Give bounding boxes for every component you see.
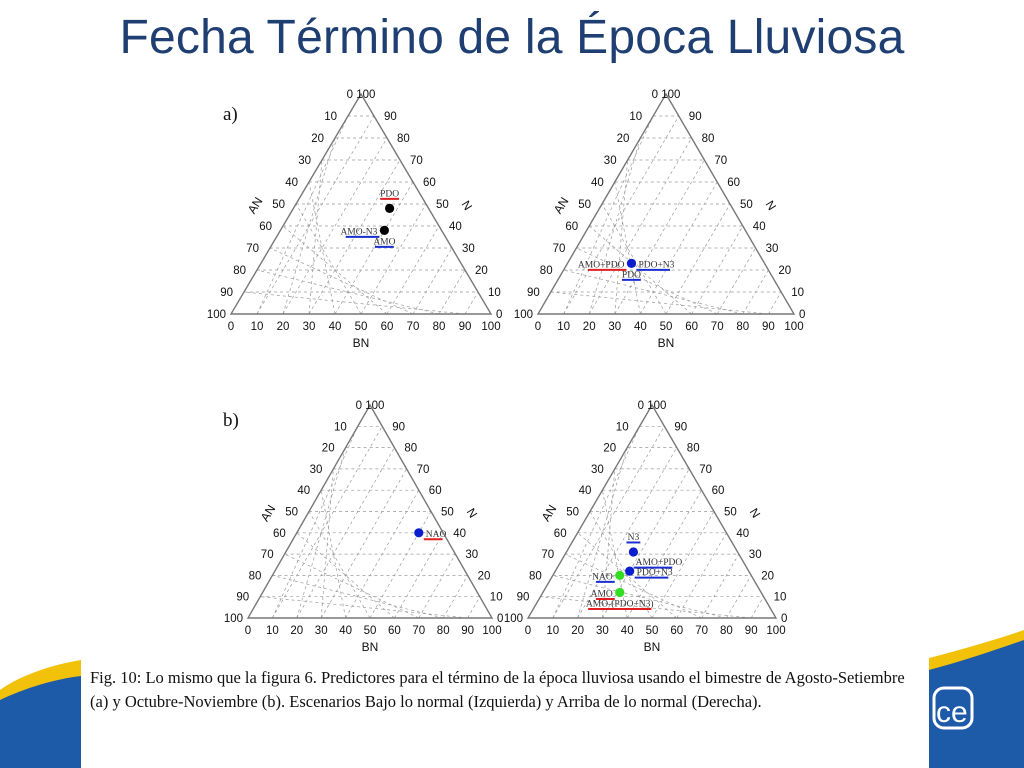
bottom-tick-label: 10: [266, 625, 279, 637]
ternary-grid: [257, 426, 480, 618]
data-point: [385, 204, 394, 213]
grid-line: [270, 248, 413, 314]
left-corner-label: 100: [513, 309, 533, 321]
right-tick-label: 30: [462, 243, 475, 255]
right-tick-label: 20: [477, 570, 491, 583]
point-label: PDO: [380, 189, 400, 200]
right-tick-label: 40: [752, 221, 766, 233]
left-tick-label: 30: [298, 155, 311, 167]
grid-line: [321, 469, 406, 618]
ternary-frame: [231, 94, 491, 314]
right-tick-label: 40: [736, 527, 750, 540]
bottom-tick-label: 90: [762, 321, 775, 333]
top-corner-label: 0 100: [651, 89, 681, 101]
bottom-tick-label: 20: [276, 321, 290, 333]
bottom-tick-label: 20: [571, 625, 584, 637]
data-point: [615, 571, 624, 580]
axis-label-an: AN: [538, 502, 560, 524]
slide-title: Fecha Término de la Época Lluviosa: [119, 11, 905, 64]
axis-label-an: AN: [257, 502, 279, 524]
right-tick-label: 10: [773, 591, 787, 604]
right-tick-label: 10: [489, 591, 503, 604]
ternary-chart-1: [207, 89, 503, 350]
axis-label-bn: BN: [352, 336, 370, 350]
data-point: [625, 567, 634, 576]
left-tick-label: 80: [539, 265, 553, 277]
left-tick-label: 50: [272, 199, 285, 211]
right-tick-label: 60: [727, 177, 740, 189]
left-tick-label: 70: [552, 243, 566, 255]
right-tick-label: 20: [778, 265, 792, 277]
left-tick-label: 20: [321, 442, 335, 455]
left-tick-label: 10: [615, 421, 629, 434]
axis-label-n: N: [746, 505, 764, 521]
point-label: PDO: [621, 270, 641, 281]
grid-line: [465, 292, 478, 314]
bottom-tick-label: 0: [534, 321, 542, 333]
bottom-tick-label: 100: [784, 321, 804, 333]
grid-line: [309, 512, 370, 619]
left-tick-label: 60: [259, 221, 272, 233]
bottom-tick-label: 60: [380, 321, 394, 333]
bottom-tick-label: 20: [290, 625, 304, 637]
right-tick-label: 70: [410, 155, 423, 167]
bottom-tick-label: 90: [744, 625, 758, 637]
left-tick-label: 70: [260, 549, 274, 562]
left-tick-label: 70: [541, 549, 555, 562]
left-tick-label: 60: [565, 221, 579, 233]
bottom-tick-label: 50: [645, 625, 659, 637]
axis-label-n: N: [762, 198, 780, 213]
grid-line: [726, 575, 751, 618]
grid-line: [692, 226, 743, 314]
bottom-tick-label: 90: [461, 625, 474, 637]
right-tick-label: 80: [686, 442, 700, 455]
right-tick-label: 10: [488, 287, 501, 299]
left-tick-label: 70: [246, 243, 259, 255]
grid-line: [260, 597, 467, 618]
right-tick-label: 50: [724, 506, 737, 519]
bottom-tick-label: 20: [582, 321, 596, 333]
data-point: [615, 588, 624, 597]
data-point: [627, 259, 636, 268]
figure-caption: Fig. 10: Lo mismo que la figura 6. Predictores para el término de la época lluviosa usando el bimestre de Agosto-Setiembre (a) y Octubre-Noviembre (b). Escenarios Bajo lo normal (Izquierda) y Arriba de lo normal (Derecha).: [81, 658, 929, 768]
grid-line: [346, 490, 419, 618]
bottom-tick-label: 90: [458, 321, 472, 333]
left-tick-label: 60: [553, 527, 567, 540]
left-tick-label: 20: [616, 133, 630, 145]
left-tick-label: 20: [603, 442, 617, 455]
ternary-grid: [244, 116, 478, 314]
bottom-tick-label: 60: [388, 625, 401, 637]
axis-label-n: N: [458, 198, 476, 213]
grid-line: [564, 270, 743, 314]
grid-line: [677, 533, 727, 618]
right-tick-label: 30: [765, 243, 779, 255]
bottom-tick-label: 40: [328, 321, 342, 333]
bottom-tick-label: 10: [546, 625, 560, 637]
left-corner-label: 100: [503, 613, 523, 625]
left-tick-label: 40: [297, 485, 311, 498]
bottom-tick-label: 50: [354, 321, 368, 333]
left-tick-label: 40: [591, 177, 604, 189]
axis-label-bn: BN: [643, 640, 661, 654]
left-tick-label: 80: [529, 570, 542, 583]
point-label: AMO+PDO: [635, 558, 683, 569]
axis-label-n: N: [463, 505, 481, 521]
ternary-chart-4: [504, 400, 788, 654]
right-tick-label: 80: [397, 133, 410, 145]
bottom-tick-label: 50: [363, 625, 377, 637]
left-tick-label: 50: [578, 199, 591, 211]
grid-line: [564, 116, 679, 314]
bottom-tick-label: 0: [227, 321, 235, 333]
point-label: AMO+PDO: [577, 260, 625, 271]
ternary-chart-2: [514, 89, 806, 350]
right-corner-label: 0: [799, 309, 806, 321]
bottom-tick-label: 40: [339, 625, 352, 637]
left-tick-label: 10: [629, 111, 643, 123]
left-tick-label: 10: [324, 111, 337, 123]
left-tick-label: 80: [248, 570, 262, 583]
top-corner-label: 0 100: [346, 89, 376, 101]
right-tick-label: 20: [761, 570, 774, 583]
ternary-grid: [540, 426, 763, 618]
top-corner-label: 0 100: [355, 400, 385, 412]
bottom-tick-label: 100: [482, 625, 502, 637]
grid-line: [419, 554, 456, 618]
right-tick-label: 90: [384, 111, 397, 123]
right-corner-label: 0: [781, 613, 788, 625]
point-label: PDO+N3: [638, 260, 675, 271]
ternary-chart-3: [223, 400, 503, 654]
left-tick-label: 20: [311, 133, 324, 145]
right-tick-label: 20: [475, 265, 488, 277]
point-label: AMO-N3: [340, 227, 378, 238]
left-tick-label: 30: [309, 463, 323, 476]
grid-line: [666, 204, 730, 314]
bottom-tick-label: 80: [736, 321, 750, 333]
ternary-frame: [538, 94, 794, 314]
grid-line: [615, 160, 705, 314]
right-corner-label: 0: [496, 309, 503, 321]
left-corner-label: 100: [206, 309, 226, 321]
bottom-tick-label: 30: [314, 625, 328, 637]
grid-line: [285, 554, 419, 618]
left-tick-label: 40: [285, 177, 298, 189]
left-tick-label: 50: [285, 506, 298, 519]
grid-line: [551, 292, 769, 314]
right-tick-label: 30: [748, 549, 762, 562]
left-tick-label: 30: [603, 155, 617, 167]
bottom-tick-label: 70: [406, 321, 420, 333]
right-tick-label: 30: [465, 549, 479, 562]
right-tick-label: 90: [392, 421, 405, 434]
right-tick-label: 60: [423, 177, 436, 189]
point-label: AMO: [590, 589, 613, 600]
axis-label-bn: BN: [657, 336, 675, 350]
bottom-tick-label: 70: [412, 625, 426, 637]
grid-line: [602, 469, 689, 618]
bottom-tick-label: 100: [766, 625, 786, 637]
point-label: AMO: [373, 237, 396, 248]
data-point: [629, 547, 638, 556]
right-tick-label: 90: [688, 111, 702, 123]
left-tick-label: 50: [566, 506, 579, 519]
grid-line: [717, 248, 755, 314]
ternary-grid: [551, 116, 781, 314]
right-tick-label: 70: [714, 155, 728, 167]
right-tick-label: 80: [701, 133, 715, 145]
grid-line: [413, 248, 452, 314]
right-tick-label: 50: [436, 199, 449, 211]
axis-label-an: AN: [550, 194, 572, 217]
bottom-tick-label: 30: [596, 625, 609, 637]
bottom-tick-label: 40: [634, 321, 647, 333]
left-tick-label: 90: [527, 287, 540, 299]
left-tick-label: 90: [516, 591, 530, 604]
grid-line: [602, 204, 666, 314]
axis-label-an: AN: [244, 194, 266, 217]
bottom-tick-label: 30: [302, 321, 316, 333]
bottom-tick-label: 70: [695, 625, 708, 637]
right-tick-label: 40: [449, 221, 462, 233]
right-tick-label: 50: [441, 506, 454, 519]
bottom-tick-label: 70: [710, 321, 724, 333]
data-point: [414, 528, 423, 537]
point-label: NAO: [425, 529, 447, 540]
right-corner-label: 0: [497, 613, 504, 625]
point-label: AMO-(PDO+N3): [585, 599, 654, 610]
right-tick-label: 50: [740, 199, 753, 211]
bottom-tick-label: 10: [557, 321, 570, 333]
panel-label: b): [223, 410, 239, 431]
bottom-tick-label: 0: [244, 625, 252, 637]
panel-label: a): [223, 104, 238, 125]
grid-line: [743, 270, 769, 314]
right-tick-label: 60: [711, 485, 725, 498]
point-label: N3: [627, 532, 640, 543]
grid-line: [468, 597, 480, 618]
grid-line: [768, 292, 781, 314]
right-tick-label: 60: [428, 485, 442, 498]
left-tick-label: 60: [273, 527, 286, 540]
right-tick-label: 70: [699, 463, 712, 476]
bottom-tick-label: 80: [436, 625, 450, 637]
bottom-tick-label: 80: [720, 625, 733, 637]
right-tick-label: 40: [453, 527, 466, 540]
axis-label-bn: BN: [361, 640, 379, 654]
data-point: [380, 226, 389, 235]
grid-line: [361, 204, 426, 314]
bottom-tick-label: 80: [432, 321, 446, 333]
bottom-tick-label: 100: [481, 321, 501, 333]
bottom-tick-label: 40: [620, 625, 634, 637]
right-tick-label: 90: [674, 421, 688, 434]
left-tick-label: 80: [233, 265, 246, 277]
left-tick-label: 10: [334, 421, 347, 434]
left-corner-label: 100: [223, 613, 243, 625]
left-tick-label: 90: [220, 287, 233, 299]
bottom-tick-label: 10: [250, 321, 264, 333]
logo-text: ce: [936, 696, 968, 729]
bottom-tick-label: 50: [659, 321, 673, 333]
right-tick-label: 80: [404, 442, 418, 455]
left-tick-label: 30: [591, 463, 604, 476]
grid-line: [296, 204, 361, 314]
right-tick-label: 70: [416, 463, 430, 476]
bottom-tick-label: 30: [608, 321, 622, 333]
left-tick-label: 90: [236, 591, 250, 604]
left-tick-label: 40: [578, 485, 592, 498]
point-label: PDO+N3: [636, 568, 673, 579]
grid-line: [751, 597, 763, 618]
bottom-tick-label: 60: [670, 625, 684, 637]
bottom-tick-label: 60: [685, 321, 698, 333]
right-tick-label: 10: [791, 287, 804, 299]
point-label: NAO: [592, 572, 613, 583]
top-corner-label: 0 100: [637, 400, 667, 412]
bottom-tick-label: 0: [524, 625, 532, 637]
grid-line: [702, 554, 739, 618]
